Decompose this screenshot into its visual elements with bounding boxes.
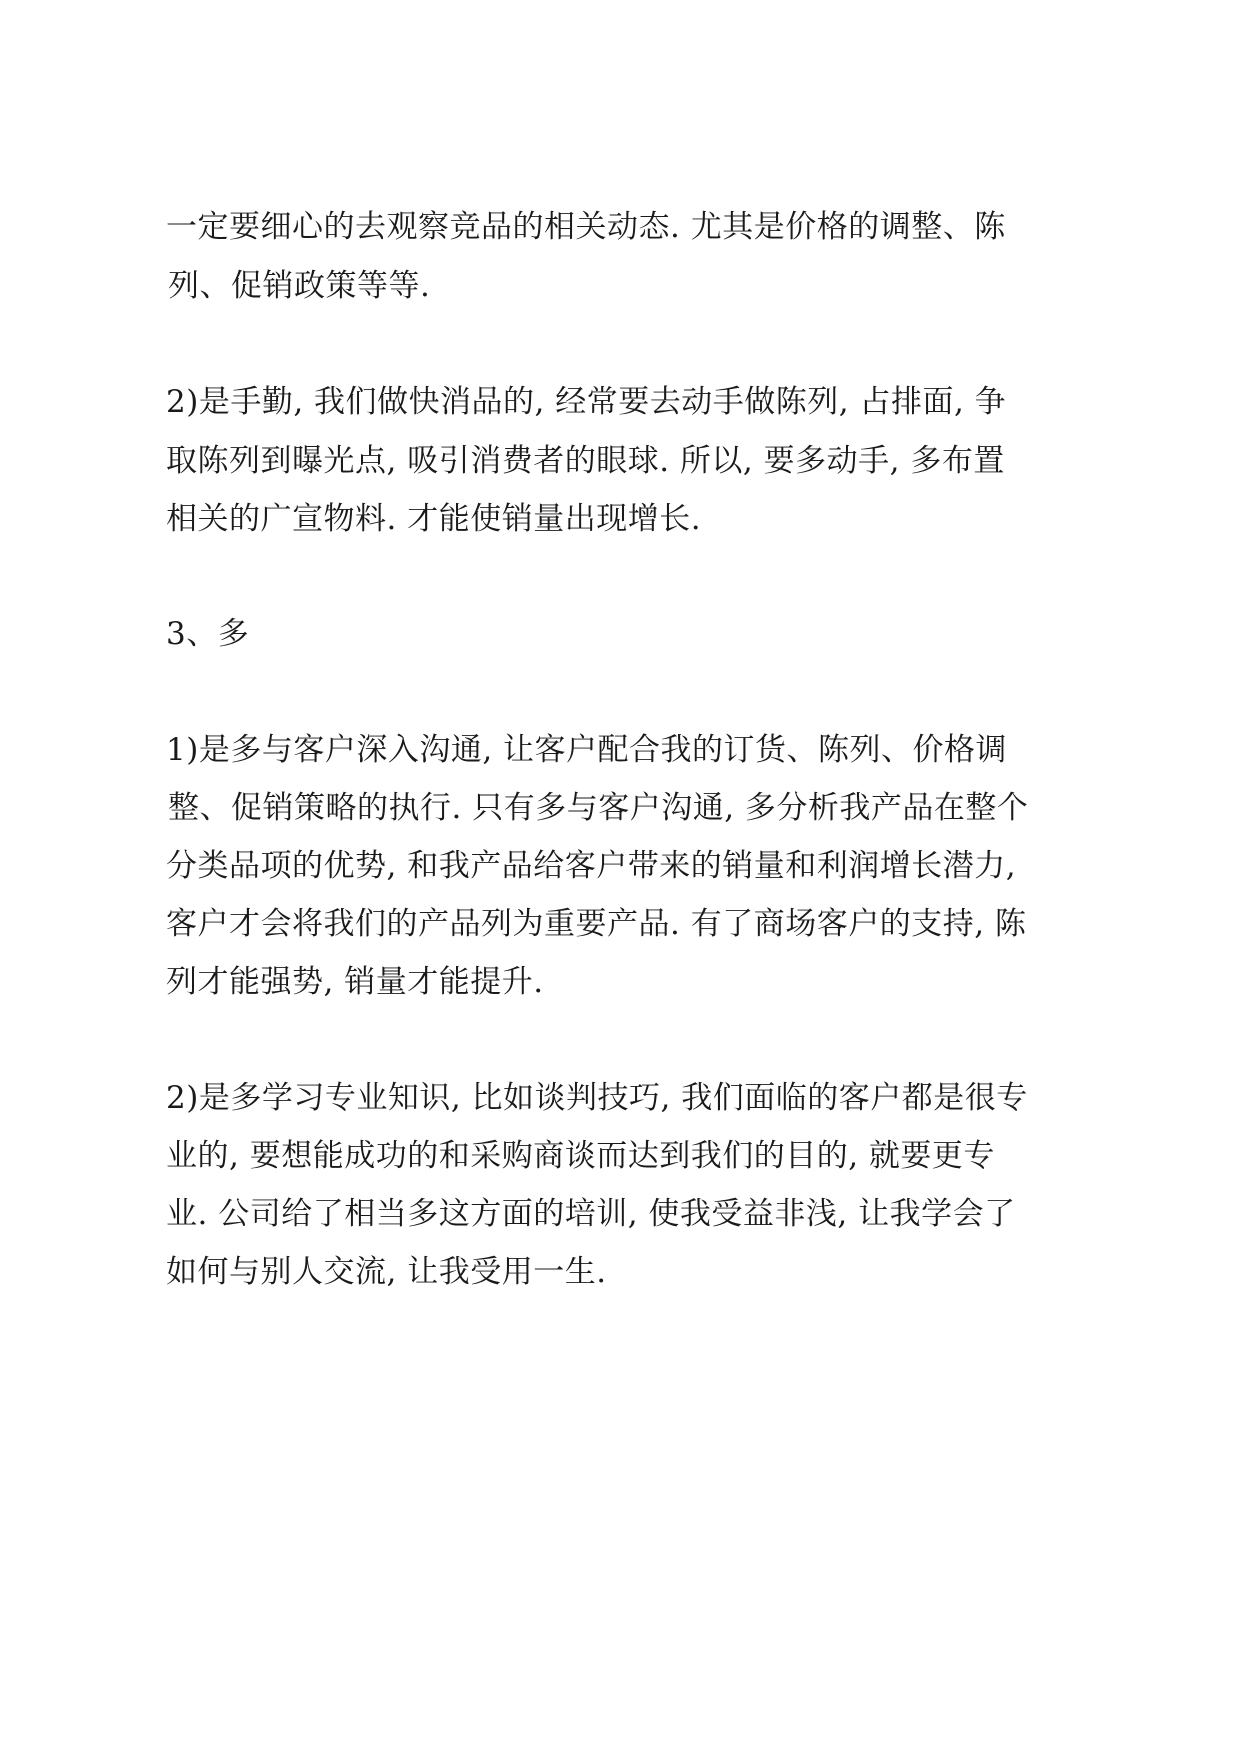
section-heading: 3、多 bbox=[166, 616, 250, 652]
text-line: 业. 公司给了相当多这方面的培训, 使我受益非浅, 让我学会了 bbox=[166, 1196, 1016, 1232]
text-line: 整、促销策略的执行. 只有多与客户沟通, 多分析我产品在整个 bbox=[168, 790, 1029, 826]
text-line: 一定要细心的去观察竞品的相关动态. 尤其是价格的调整、陈 bbox=[166, 209, 1006, 245]
text-line: 2)是手勤, 我们做快消品的, 经常要去动手做陈列, 占排面, 争 bbox=[166, 384, 1007, 420]
text-line: 列才能强势, 销量才能提升. bbox=[166, 964, 544, 1000]
text-line: 如何与别人交流, 让我受用一生. bbox=[166, 1254, 607, 1290]
text-line: 客户才会将我们的产品列为重要产品. 有了商场客户的支持, 陈 bbox=[166, 906, 1027, 942]
text-line: 分类品项的优势, 和我产品给客户带来的销量和利润增长潜力, bbox=[166, 848, 1017, 884]
text-line: 1)是多与客户深入沟通, 让客户配合我的订货、陈列、价格调 bbox=[166, 732, 1008, 768]
text-line: 列、促销政策等等. bbox=[168, 268, 431, 304]
text-line: 相关的广宣物料. 才能使销量出现增长. bbox=[166, 501, 702, 537]
text-line: 业的, 要想能成功的和采购商谈而达到我们的目的, 就要更专 bbox=[166, 1138, 995, 1174]
text-line: 取陈列到曝光点, 吸引消费者的眼球. 所以, 要多动手, 多布置 bbox=[166, 443, 1005, 479]
text-line: 2)是多学习专业知识, 比如谈判技巧, 我们面临的客户都是很专 bbox=[166, 1080, 1028, 1116]
